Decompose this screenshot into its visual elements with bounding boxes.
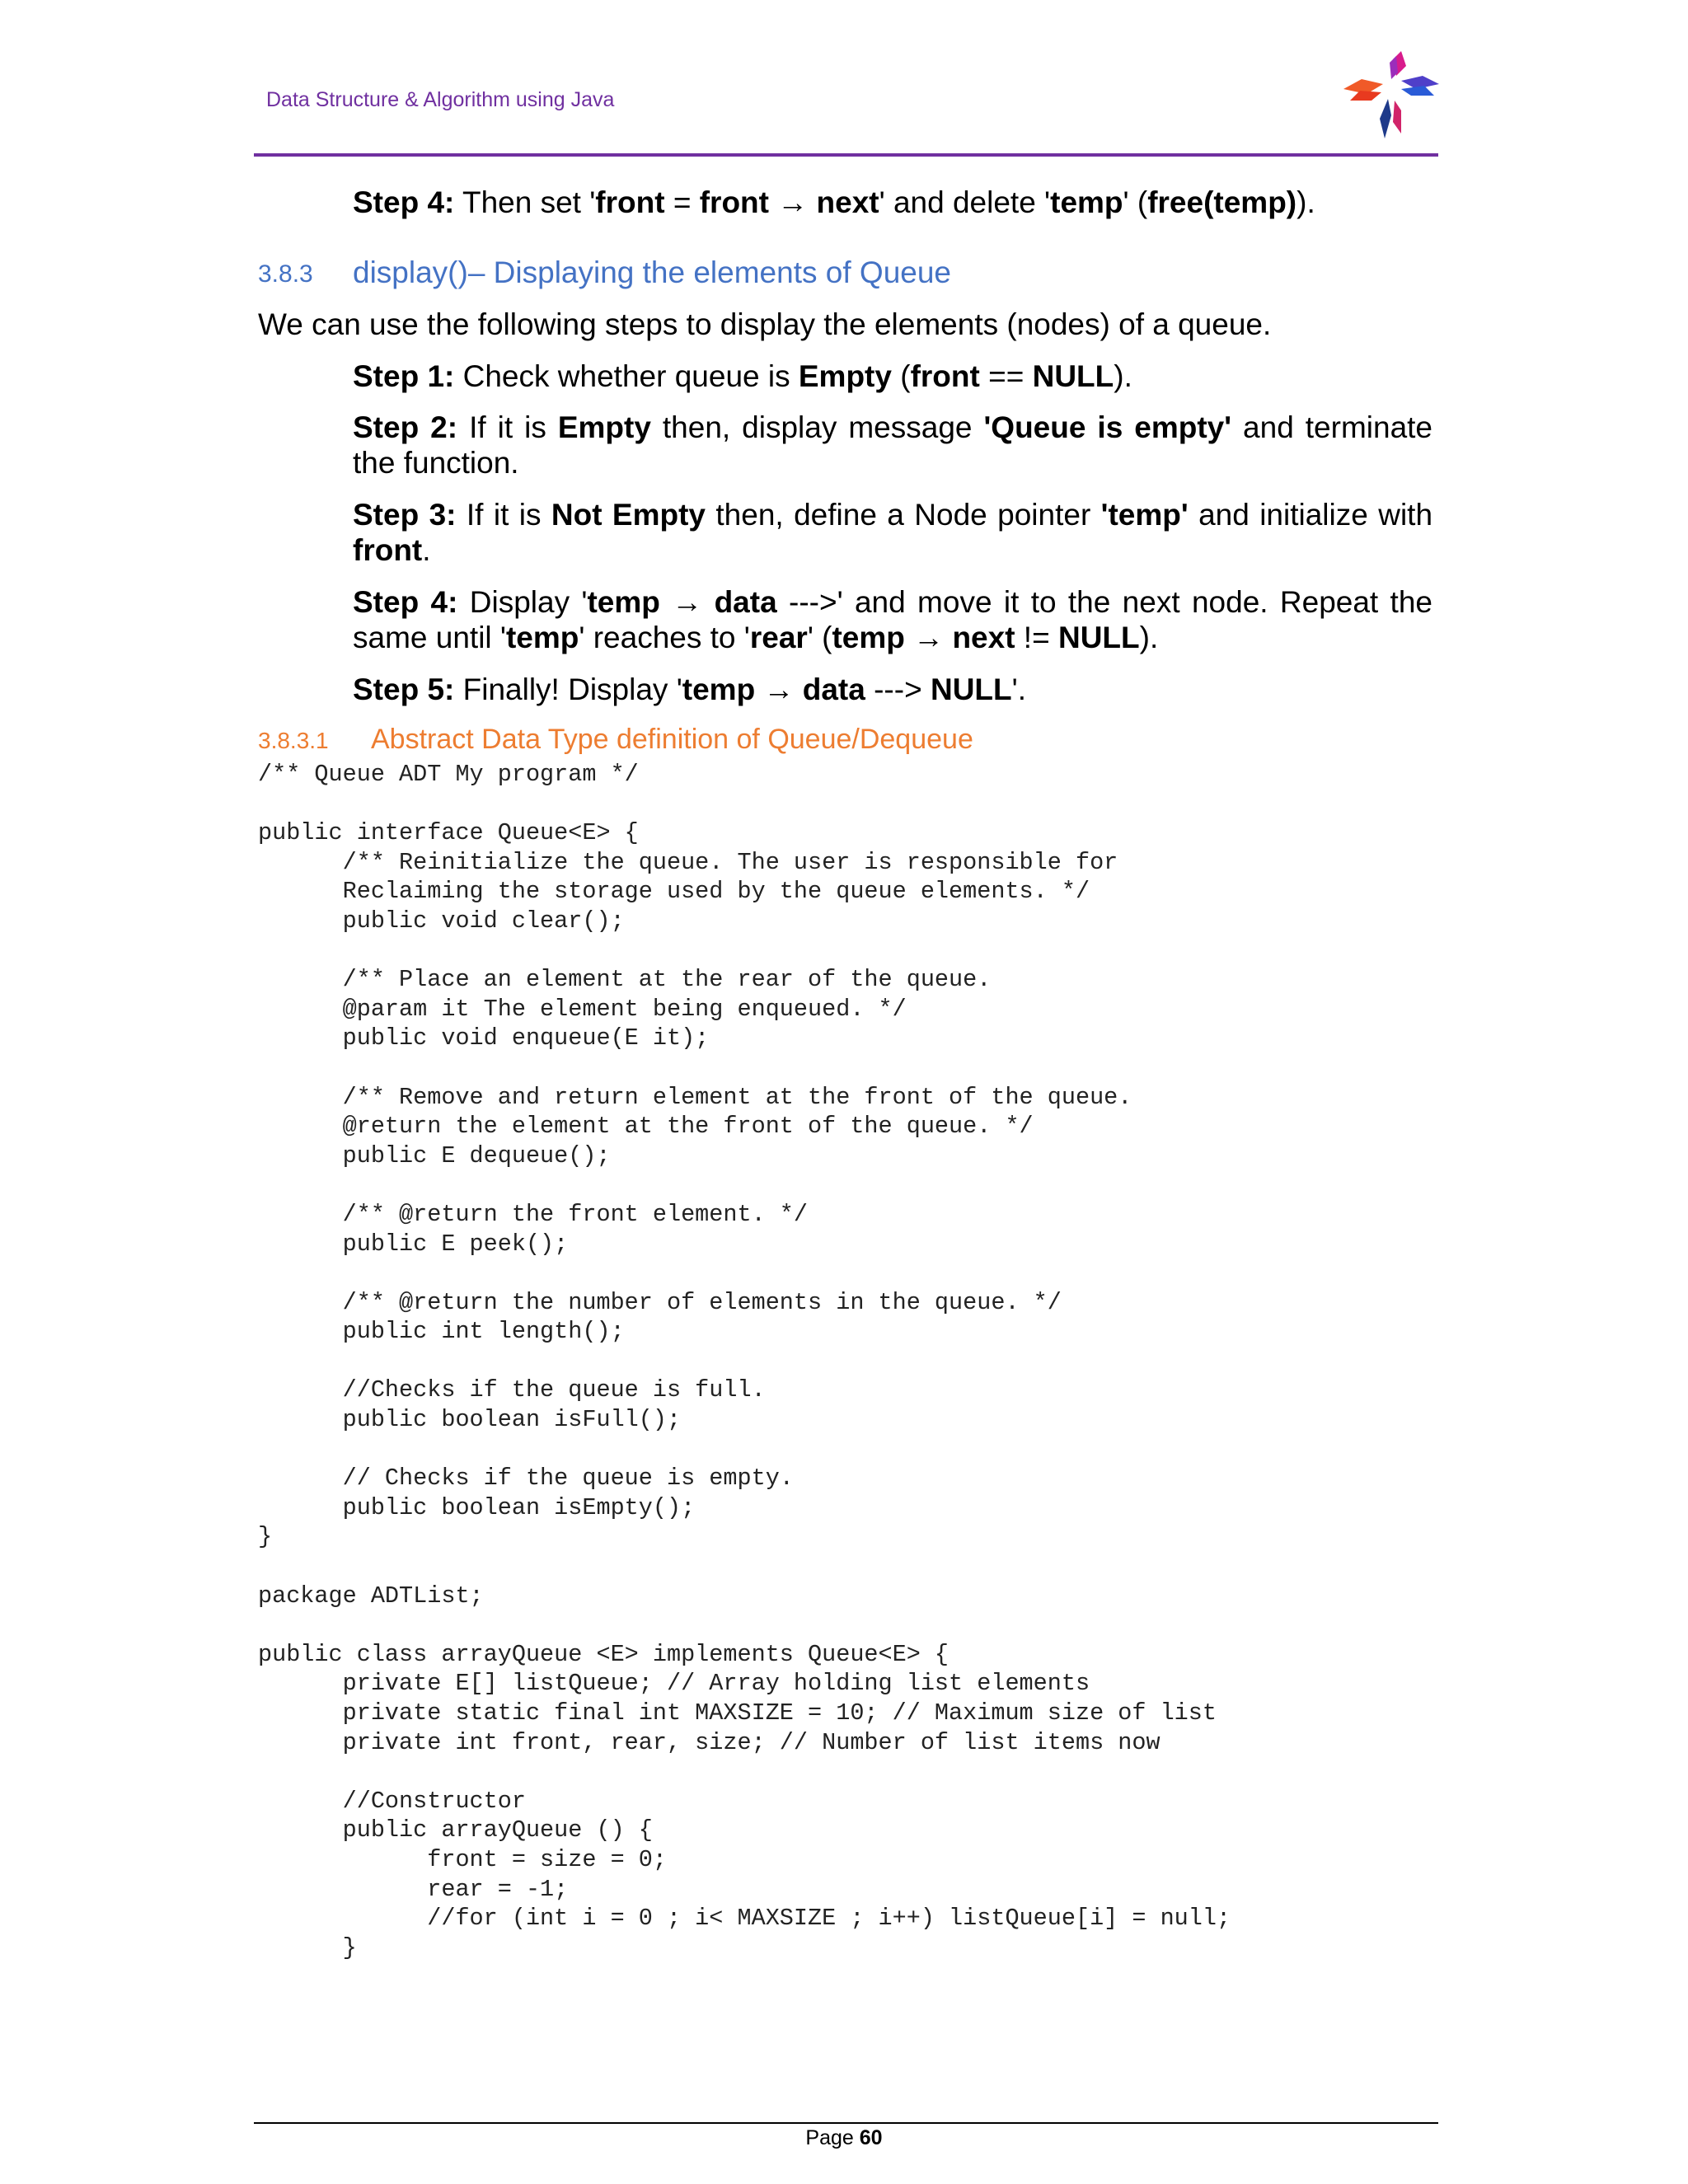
page-number: 60 [859, 2126, 883, 2149]
section-intro: We can use the following steps to display the elements (nodes) of a queue. [258, 307, 1272, 341]
code-listing: /** Queue ADT My program */ public interface Queue<E> { /** Reinitialize the queue. The user is responsible for Reclaiming the storage used by the queue elements. */ public void clear(); /** Place an element at the rear of the queue. @param it The element being enqueued. */ public void enqueue(E it); /** Remove and return element at the front of the queue. @return the element at the front of the queue. */ public E dequeue(); /** @return the front element. */ public E peek(); /** @return the number of elements in the queue. */ public int length(); //Checks if the queue is full. public boolean isFull(); // Checks if the queue is empty. public boolean isEmpty(); } package ADTList; public class arrayQueue <E> implements Queue<E> { private E[] listQueue; // Array holding list elements private static final int MAXSIZE = 10; // Maximum size of list private int front, rear, size; // Number of list items now //Constructor public arrayQueue () { front = size = 0; rear = -1; //for (int i = 0 ; i< MAXSIZE ; i++) listQueue[i] = null; } [258, 761, 1231, 1961]
subsection-number: 3.8.3.1 [258, 728, 329, 753]
section-number: 3.8.3 [258, 260, 313, 288]
section-title: display()– Displaying the elements of Queue [353, 255, 951, 289]
display-step-5: Step 5: Finally! Display 'temp → data ---> NULL'. [353, 673, 1026, 706]
display-step-1: Step 1: Check whether queue is Empty (front == NULL). [353, 359, 1132, 393]
header-divider [254, 153, 1438, 157]
display-step-4: Step 4: Display 'temp → data --->' and move it to the next node. Repeat the same until 'temp' reaches to 'rear' (temp → next != NULL). [353, 585, 1432, 654]
publisher-logo-icon [1343, 51, 1439, 138]
page-footer [0, 2126, 1688, 2150]
display-step-3: Step 3: If it is Not Empty then, define a Node pointer 'temp' and initialize with front. [353, 498, 1433, 567]
step-4-delete: Step 4: Then set 'front = front → next' and delete 'temp' (free(temp)). [353, 185, 1315, 219]
page-label: Page [805, 2126, 860, 2149]
footer-divider [254, 2122, 1438, 2124]
header-title: Data Structure & Algorithm using Java [266, 88, 615, 111]
display-step-2: Step 2: If it is Empty then, display message 'Queue is empty' and terminate the function. [353, 410, 1432, 480]
subsection-title: Abstract Data Type definition of Queue/Dequeue [371, 724, 973, 755]
